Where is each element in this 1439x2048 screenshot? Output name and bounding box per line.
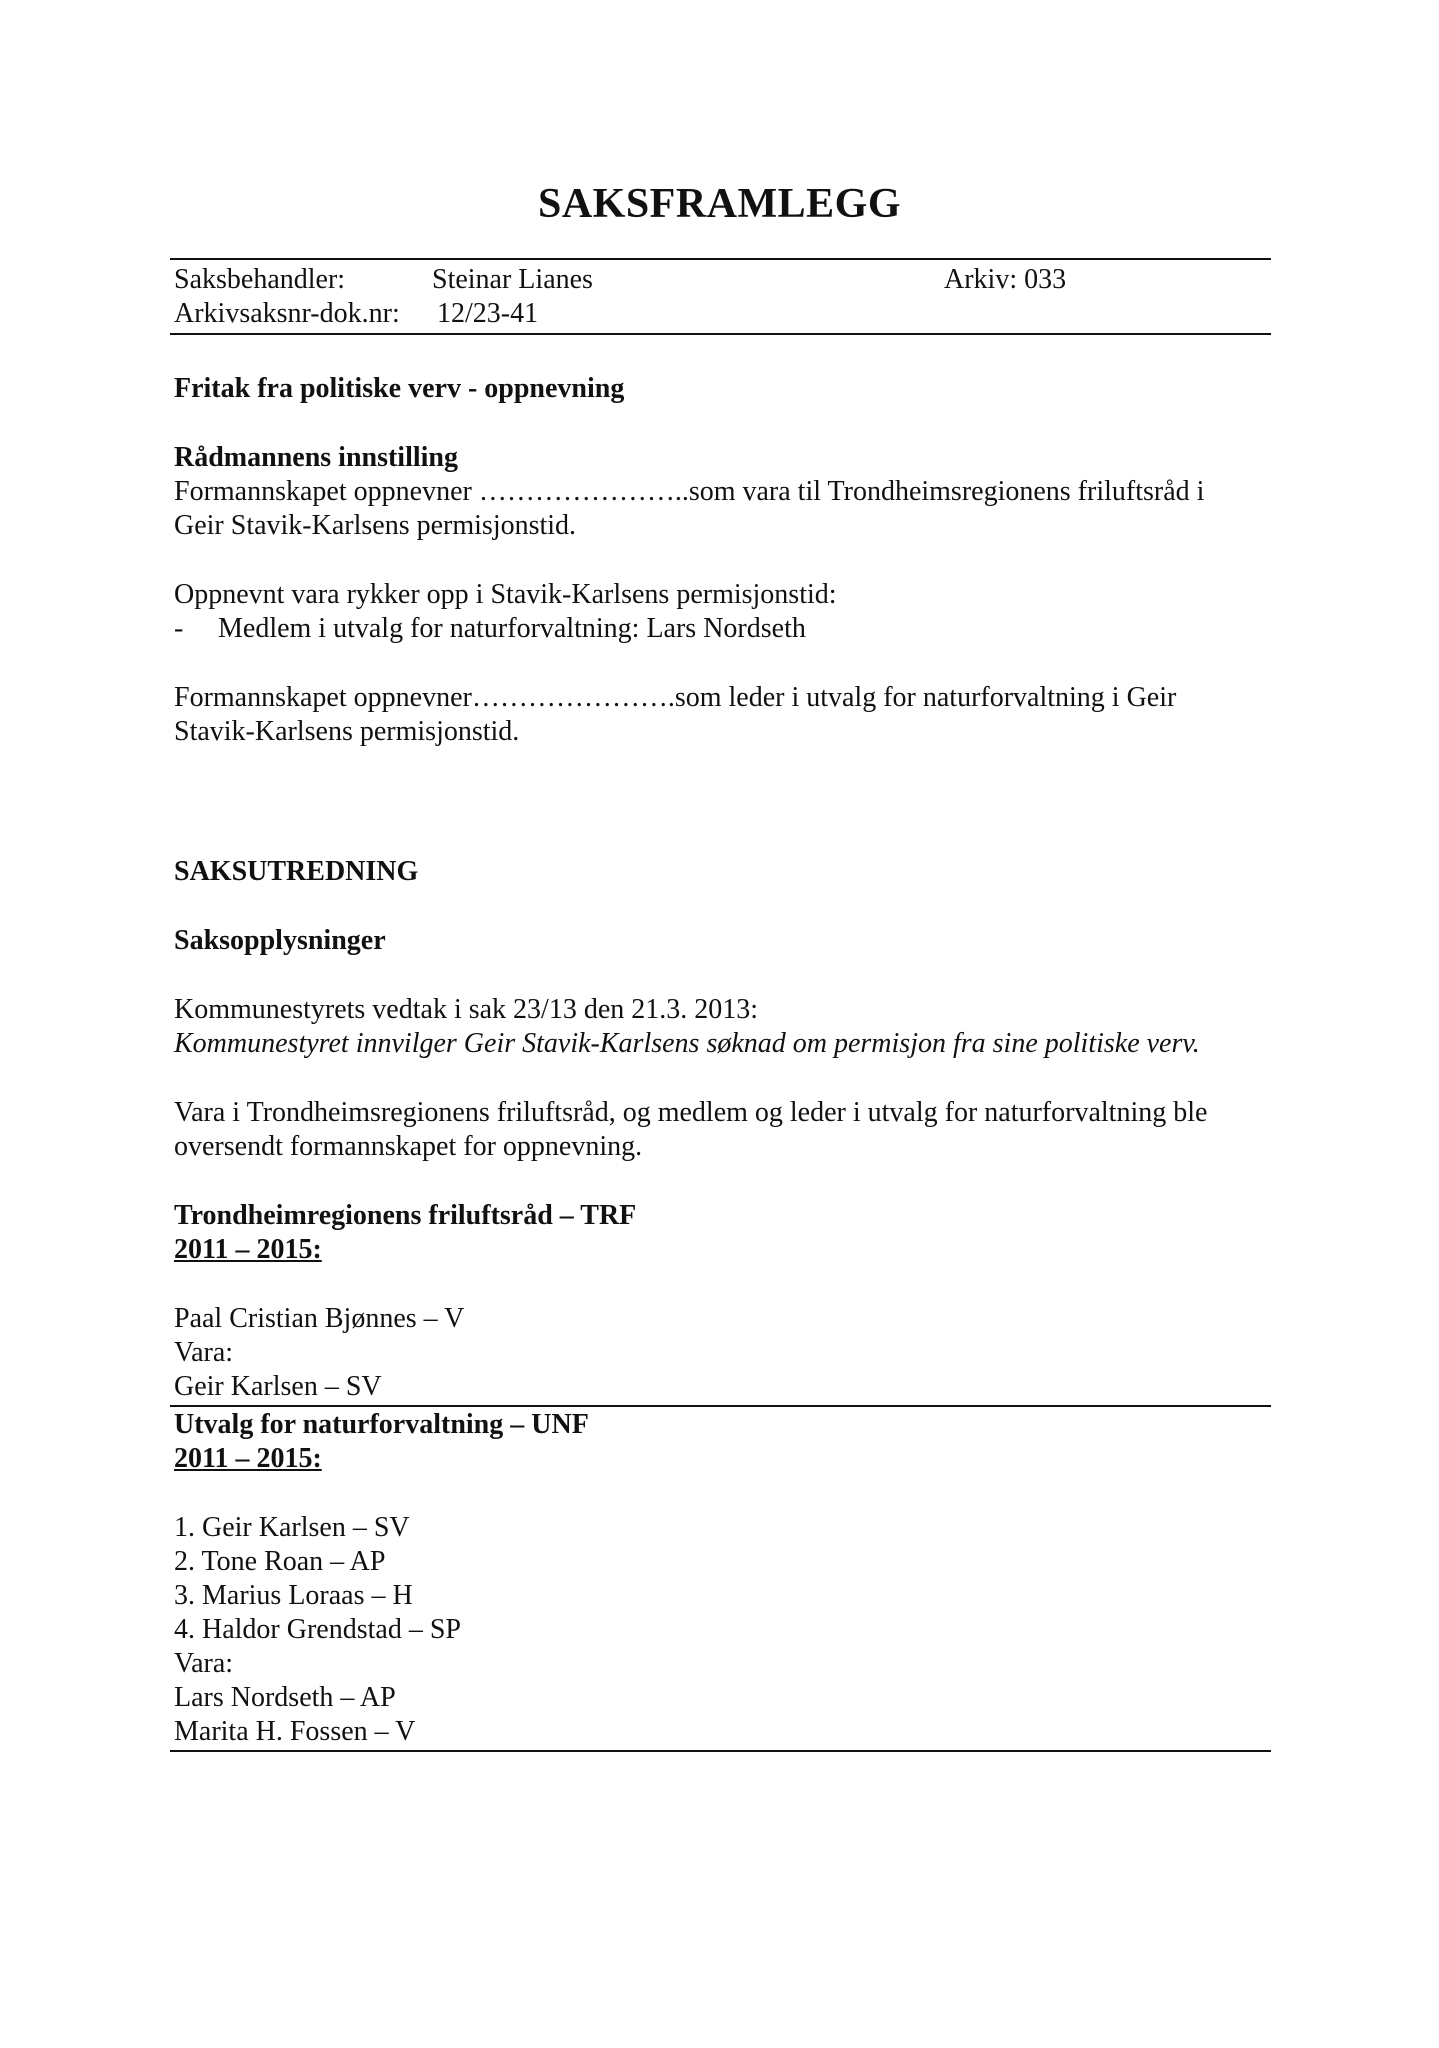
unf-vara-member: Lars Nordseth – AP: [174, 1682, 396, 1713]
unf-heading: Utvalg for naturforvaltning – UNF: [174, 1409, 589, 1440]
innstilling-p1-line2: Geir Stavik-Karlsens permisjonstid.: [174, 510, 577, 541]
section-divider-rule: [170, 1405, 1271, 1407]
unf-member: 4. Haldor Grendstad – SP: [174, 1614, 461, 1645]
trf-vara-label: Vara:: [174, 1337, 234, 1368]
trf-member: Paal Cristian Bjønnes – V: [174, 1303, 465, 1334]
bullet-text: Medlem i utvalg for naturforvaltning: Lars Nordseth: [218, 613, 806, 644]
arkiv-field: Arkiv: 033: [944, 264, 1067, 295]
unf-vara-member: Marita H. Fossen – V: [174, 1716, 416, 1747]
bottom-rule: [170, 1750, 1271, 1752]
subject-heading: Fritak fra politiske verv - oppnevning: [174, 373, 625, 404]
trf-heading: Trondheimregionens friluftsråd – TRF: [174, 1200, 637, 1231]
arkivsaksnr-value: 12/23-41: [437, 298, 539, 329]
header-top-rule: [170, 258, 1271, 260]
innstilling-p3-line1: Formannskapet oppnevner………………….som leder i utvalg for naturforvaltning i Geir: [174, 682, 1177, 713]
unf-member: 2. Tone Roan – AP: [174, 1546, 386, 1577]
bullet-dash: -: [174, 613, 184, 644]
vedtak-italic: Kommunestyret innvilger Geir Stavik-Karlsens søknad om permisjon fra sine politiske verv.: [174, 1028, 1200, 1059]
arkivsaksnr-label: Arkivsaksnr-dok.nr:: [174, 298, 400, 329]
innstilling-p1-line1: Formannskapet oppnevner …………………..som vara til Trondheimsregionens friluftsråd i: [174, 476, 1205, 507]
header-bottom-rule: [170, 333, 1271, 335]
document-title: SAKSFRAMLEGG: [537, 181, 902, 227]
unf-vara-label: Vara:: [174, 1648, 234, 1679]
vara-line1: Vara i Trondheimsregionens friluftsråd, og medlem og leder i utvalg for naturforvaltning ble: [174, 1097, 1208, 1128]
unf-member: 1. Geir Karlsen – SV: [174, 1512, 410, 1543]
vedtak-line: Kommunestyrets vedtak i sak 23/13 den 21.3. 2013:: [174, 994, 759, 1025]
saksbehandler-label: Saksbehandler:: [174, 264, 346, 295]
innstilling-p3-line2: Stavik-Karlsens permisjonstid.: [174, 716, 520, 747]
saksutredning-heading: SAKSUTREDNING: [174, 856, 419, 887]
innstilling-p2-line1: Oppnevnt vara rykker opp i Stavik-Karlsens permisjonstid:: [174, 579, 837, 610]
trf-period: 2011 – 2015:: [174, 1234, 322, 1265]
innstilling-heading: Rådmannens innstilling: [174, 442, 458, 473]
saksbehandler-value: Steinar Lianes: [432, 264, 593, 295]
unf-member: 3. Marius Loraas – H: [174, 1580, 413, 1611]
vara-line2: oversendt formannskapet for oppnevning.: [174, 1131, 643, 1162]
saksopplysninger-heading: Saksopplysninger: [174, 925, 386, 956]
trf-vara: Geir Karlsen – SV: [174, 1371, 382, 1402]
unf-period: 2011 – 2015:: [174, 1443, 322, 1474]
